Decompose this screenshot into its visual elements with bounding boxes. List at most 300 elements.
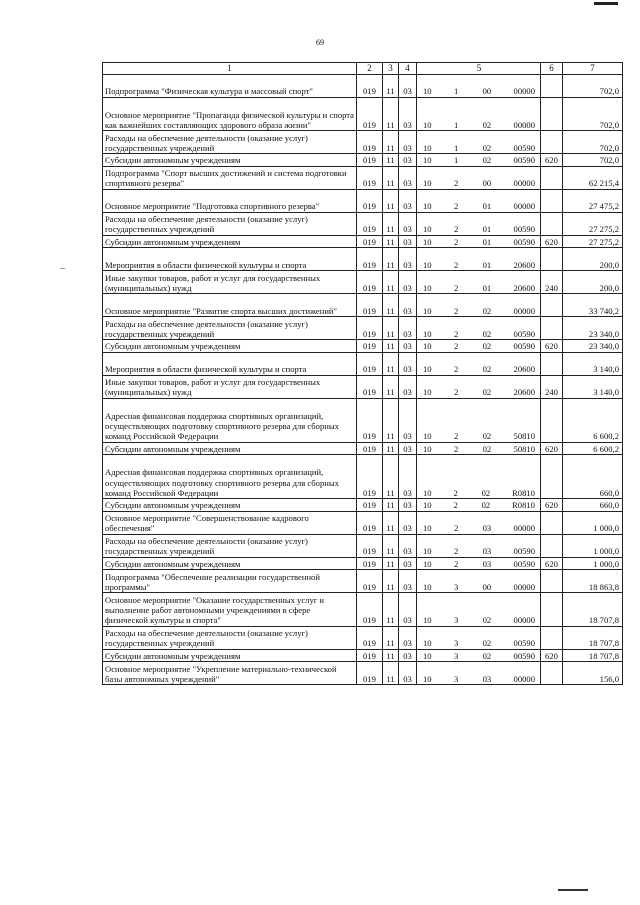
- row-name-cell: Расходы на обеспечение деятельности (оказание услуг) государственных учреждений: [103, 626, 357, 649]
- expense-type-cell: 620: [541, 649, 563, 662]
- subsection-code-cell: 03: [399, 375, 417, 398]
- target-code-cell: [417, 375, 541, 398]
- target-code-part: 00590: [513, 546, 535, 557]
- expense-type-cell: [541, 189, 563, 212]
- target-code-part: 02: [482, 615, 492, 626]
- target-code-part: 00: [482, 86, 492, 97]
- target-code-part: 00590: [513, 142, 535, 153]
- ministry-code-cell: 019: [357, 626, 383, 649]
- target-code-part: 10: [423, 364, 432, 375]
- target-code-part: 10: [423, 615, 432, 626]
- target-code-part: 2: [453, 341, 459, 352]
- target-code-part: 10: [423, 155, 432, 166]
- target-code-part: 10: [423, 86, 432, 97]
- amount-cell: 660,0: [563, 455, 623, 499]
- target-code-cell: [417, 499, 541, 512]
- target-code-part: 00000: [513, 615, 535, 626]
- target-code-part: 1: [453, 155, 459, 166]
- ministry-code-cell: 019: [357, 593, 383, 627]
- expense-type-cell: [541, 593, 563, 627]
- subsection-code-cell: 03: [399, 235, 417, 248]
- amount-cell: 702,0: [563, 97, 623, 131]
- header-cell: 4: [399, 63, 417, 75]
- row-name-cell: Основное мероприятие "Совершенствование кадрового обеспечения": [103, 511, 357, 534]
- target-code-part: 10: [423, 431, 432, 442]
- target-code-part: 10: [423, 259, 432, 270]
- ministry-code-cell: 019: [357, 131, 383, 154]
- target-code-part: 01: [482, 201, 492, 212]
- expense-type-cell: [541, 166, 563, 189]
- target-code-part: 02: [481, 487, 491, 498]
- expense-type-cell: [541, 352, 563, 375]
- target-code-part: 2: [453, 546, 459, 557]
- ministry-code-cell: 019: [357, 154, 383, 167]
- target-code-cell: [417, 557, 541, 570]
- ministry-code-cell: 019: [357, 166, 383, 189]
- table-row: [103, 511, 623, 534]
- subsection-code-cell: 03: [399, 557, 417, 570]
- target-code-part: 02: [482, 305, 492, 316]
- target-code-cell: [417, 248, 541, 271]
- expense-type-cell: [541, 248, 563, 271]
- target-code-part: 01: [482, 236, 492, 247]
- target-code-cell: [417, 340, 541, 353]
- section-code-cell: 11: [383, 97, 399, 131]
- ministry-code-cell: 019: [357, 235, 383, 248]
- header-cell-text: 5: [476, 63, 482, 73]
- target-code-part: 2: [453, 387, 459, 398]
- header-cell: 1: [103, 63, 357, 75]
- table-row: [103, 534, 623, 557]
- expense-type-cell: 240: [541, 271, 563, 294]
- target-code-part: 2: [453, 282, 459, 293]
- expense-type-cell: [541, 294, 563, 317]
- target-code-cell: [417, 662, 541, 685]
- target-code-cell: [417, 271, 541, 294]
- section-code-cell: 11: [383, 593, 399, 627]
- section-code-cell: 11: [383, 166, 399, 189]
- target-code-cell: [417, 97, 541, 131]
- section-code-cell: 11: [383, 511, 399, 534]
- target-code-part: 10: [423, 638, 432, 649]
- target-code-part: 3: [453, 673, 459, 684]
- section-code-cell: 11: [383, 442, 399, 455]
- table-row: [103, 593, 623, 627]
- target-code-cell: [417, 189, 541, 212]
- target-code-cell: [417, 352, 541, 375]
- target-code-part: 1: [453, 86, 459, 97]
- target-code-part: 00000: [513, 86, 535, 97]
- target-code-part: 2: [453, 305, 459, 316]
- expense-type-cell: [541, 212, 563, 235]
- target-code-part: R0810: [512, 500, 535, 511]
- row-name-cell: Основное мероприятие "Подготовка спортивного резерва": [103, 189, 357, 212]
- target-code-part: 10: [423, 328, 432, 339]
- target-code-cell: [417, 455, 541, 499]
- target-code-part: 2: [453, 259, 459, 270]
- expense-type-cell: [541, 398, 563, 442]
- ministry-code-cell: 019: [357, 271, 383, 294]
- target-code-part: 00590: [513, 341, 535, 352]
- section-code-cell: 11: [383, 626, 399, 649]
- ministry-code-cell: 019: [357, 499, 383, 512]
- ministry-code-cell: 019: [357, 649, 383, 662]
- table-row: [103, 271, 623, 294]
- ministry-code-cell: 019: [357, 398, 383, 442]
- section-code-cell: 11: [383, 248, 399, 271]
- amount-cell: 660,0: [563, 499, 623, 512]
- table-row: [103, 166, 623, 189]
- target-code-part: 02: [482, 119, 492, 130]
- target-code-part: 10: [423, 178, 432, 189]
- amount-cell: 1 000,0: [563, 511, 623, 534]
- table-header-row: [103, 63, 623, 75]
- subsection-code-cell: 03: [399, 593, 417, 627]
- amount-cell: 200,0: [563, 271, 623, 294]
- target-code-cell: [417, 235, 541, 248]
- target-code-part: 10: [423, 236, 432, 247]
- target-code-part: 2: [453, 523, 459, 534]
- amount-cell: 27 475,2: [563, 189, 623, 212]
- amount-cell: 200,0: [563, 248, 623, 271]
- target-code-part: 2: [453, 487, 458, 498]
- target-code-part: 50810: [513, 443, 535, 454]
- target-code-part: 10: [423, 443, 432, 454]
- subsection-code-cell: 03: [399, 166, 417, 189]
- section-code-cell: 11: [383, 317, 399, 340]
- target-code-part: 02: [482, 328, 492, 339]
- target-code-part: 00590: [513, 558, 535, 569]
- amount-cell: 1 000,0: [563, 534, 623, 557]
- expense-type-cell: [541, 662, 563, 685]
- target-code-part: 20600: [513, 259, 535, 270]
- target-code-part: 3: [453, 650, 459, 661]
- table-row: [103, 340, 623, 353]
- table-row: [103, 398, 623, 442]
- table-row: [103, 455, 623, 499]
- expense-type-cell: [541, 534, 563, 557]
- ministry-code-cell: 019: [357, 248, 383, 271]
- table-row: [103, 499, 623, 512]
- target-code-part: 10: [423, 282, 432, 293]
- row-name-cell: Расходы на обеспечение деятельности (оказание услуг) государственных учреждений: [103, 317, 357, 340]
- expense-type-cell: [541, 74, 563, 97]
- ministry-code-cell: 019: [357, 662, 383, 685]
- target-code-part: 00: [482, 178, 492, 189]
- page-number: 69: [316, 38, 324, 47]
- target-code-cell: [417, 593, 541, 627]
- section-code-cell: 11: [383, 398, 399, 442]
- row-name-cell: Субсидии автономным учреждениям: [103, 499, 357, 512]
- target-code-part: 10: [423, 650, 432, 661]
- table-row: [103, 189, 623, 212]
- row-name-cell: Мероприятия в области физической культуры и спорта: [103, 248, 357, 271]
- table-row: [103, 294, 623, 317]
- subsection-code-cell: 03: [399, 131, 417, 154]
- target-code-cell: [417, 649, 541, 662]
- table-row: [103, 649, 623, 662]
- table-row: [103, 442, 623, 455]
- section-code-cell: 11: [383, 235, 399, 248]
- target-code-cell: [417, 442, 541, 455]
- row-name-cell: Расходы на обеспечение деятельности (оказание услуг) государственных учреждений: [103, 534, 357, 557]
- expense-type-cell: [541, 97, 563, 131]
- ministry-code-cell: 019: [357, 352, 383, 375]
- target-code-part: 01: [482, 224, 492, 235]
- target-code-part: 03: [482, 558, 492, 569]
- subsection-code-cell: 03: [399, 97, 417, 131]
- target-code-part: 2: [453, 500, 458, 511]
- expense-type-cell: 620: [541, 499, 563, 512]
- section-code-cell: 11: [383, 534, 399, 557]
- row-name-cell: Субсидии автономным учреждениям: [103, 340, 357, 353]
- amount-cell: 702,0: [563, 74, 623, 97]
- target-code-part: 20600: [513, 282, 535, 293]
- target-code-cell: [417, 74, 541, 97]
- section-code-cell: 11: [383, 455, 399, 499]
- ministry-code-cell: 019: [357, 294, 383, 317]
- amount-cell: 6 600,2: [563, 442, 623, 455]
- table-row: [103, 74, 623, 97]
- table-row: [103, 248, 623, 271]
- ministry-code-cell: 019: [357, 97, 383, 131]
- target-code-part: 10: [423, 119, 432, 130]
- target-code-part: 02: [482, 431, 492, 442]
- target-code-part: 2: [453, 328, 459, 339]
- section-code-cell: 11: [383, 131, 399, 154]
- subsection-code-cell: 03: [399, 189, 417, 212]
- target-code-part: 10: [423, 673, 432, 684]
- subsection-code-cell: 03: [399, 570, 417, 593]
- row-name-cell: Основное мероприятие "Пропаганда физической культуры и спорта как важнейших составляющих здорового образа жизни": [103, 97, 357, 131]
- target-code-part: 2: [453, 178, 459, 189]
- expense-type-cell: 620: [541, 557, 563, 570]
- target-code-part: 02: [482, 650, 492, 661]
- amount-cell: 33 740,2: [563, 294, 623, 317]
- subsection-code-cell: 03: [399, 662, 417, 685]
- subsection-code-cell: 03: [399, 398, 417, 442]
- target-code-part: 00590: [513, 224, 535, 235]
- target-code-part: 10: [423, 387, 432, 398]
- ministry-code-cell: 019: [357, 534, 383, 557]
- target-code-cell: [417, 212, 541, 235]
- ministry-code-cell: 019: [357, 317, 383, 340]
- section-code-cell: 11: [383, 557, 399, 570]
- header-cell: 7: [563, 63, 623, 75]
- target-code-part: 2: [453, 364, 459, 375]
- row-name-cell: Основное мероприятие "Оказание государственных услуг и выполнение работ автономными учреждениями в сфере физической культуры и спорта": [103, 593, 357, 627]
- amount-cell: 702,0: [563, 131, 623, 154]
- expense-type-cell: 620: [541, 442, 563, 455]
- target-code-part: 01: [482, 282, 492, 293]
- target-code-part: 10: [423, 201, 432, 212]
- amount-cell: 18 707,8: [563, 649, 623, 662]
- row-name-cell: Иные закупки товаров, работ и услуг для государственных (муниципальных) нужд: [103, 271, 357, 294]
- target-code-part: 10: [423, 341, 432, 352]
- target-code-part: 1: [453, 119, 459, 130]
- target-code-part: 2: [453, 236, 459, 247]
- table-row: [103, 352, 623, 375]
- target-code-part: 1: [453, 142, 459, 153]
- subsection-code-cell: 03: [399, 271, 417, 294]
- target-code-part: 02: [481, 500, 491, 511]
- target-code-cell: [417, 626, 541, 649]
- amount-cell: 702,0: [563, 154, 623, 167]
- header-cell: [417, 63, 541, 75]
- amount-cell: 23 340,0: [563, 340, 623, 353]
- table-row: [103, 131, 623, 154]
- subsection-code-cell: 03: [399, 534, 417, 557]
- expense-type-cell: [541, 455, 563, 499]
- target-code-part: 00000: [513, 178, 535, 189]
- bottom-mark: [558, 889, 588, 891]
- target-code-part: 00590: [513, 155, 535, 166]
- section-code-cell: 11: [383, 189, 399, 212]
- amount-cell: 3 140,0: [563, 375, 623, 398]
- target-code-part: 01: [482, 259, 492, 270]
- target-code-part: 03: [482, 523, 492, 534]
- target-code-part: 02: [482, 364, 492, 375]
- table-row: [103, 212, 623, 235]
- target-code-cell: [417, 154, 541, 167]
- expense-type-cell: [541, 626, 563, 649]
- budget-table: [102, 62, 623, 685]
- expense-type-cell: [541, 131, 563, 154]
- header-cell: 2: [357, 63, 383, 75]
- table-row: [103, 317, 623, 340]
- header-cell: 3: [383, 63, 399, 75]
- target-code-part: 10: [423, 305, 432, 316]
- subsection-code-cell: 03: [399, 649, 417, 662]
- target-code-part: 10: [423, 558, 432, 569]
- target-code-cell: [417, 534, 541, 557]
- expense-type-cell: 620: [541, 154, 563, 167]
- section-code-cell: 11: [383, 74, 399, 97]
- ministry-code-cell: 019: [357, 511, 383, 534]
- amount-cell: 6 600,2: [563, 398, 623, 442]
- row-name-cell: Субсидии автономным учреждениям: [103, 154, 357, 167]
- ministry-code-cell: 019: [357, 340, 383, 353]
- target-code-part: 00590: [513, 650, 535, 661]
- row-name-cell: Подпрограмма "Физическая культура и массовый спорт": [103, 74, 357, 97]
- target-code-part: 00000: [513, 201, 535, 212]
- target-code-part: 00590: [513, 328, 535, 339]
- expense-type-cell: [541, 570, 563, 593]
- table-row: [103, 570, 623, 593]
- ministry-code-cell: 019: [357, 455, 383, 499]
- ministry-code-cell: 019: [357, 74, 383, 97]
- target-code-part: 02: [482, 341, 492, 352]
- amount-cell: 3 140,0: [563, 352, 623, 375]
- amount-cell: 27 275,2: [563, 235, 623, 248]
- subsection-code-cell: 03: [399, 499, 417, 512]
- target-code-part: 10: [423, 224, 432, 235]
- section-code-cell: 11: [383, 352, 399, 375]
- target-code-part: 10: [423, 142, 432, 153]
- section-code-cell: 11: [383, 499, 399, 512]
- target-code-part: 10: [423, 523, 432, 534]
- expense-type-cell: [541, 511, 563, 534]
- amount-cell: 62 215,4: [563, 166, 623, 189]
- row-name-cell: Субсидии автономным учреждениям: [103, 557, 357, 570]
- target-code-part: 2: [453, 431, 459, 442]
- ministry-code-cell: 019: [357, 557, 383, 570]
- table-row: [103, 154, 623, 167]
- target-code-part: 00000: [513, 673, 535, 684]
- subsection-code-cell: 03: [399, 442, 417, 455]
- subsection-code-cell: 03: [399, 294, 417, 317]
- expense-type-cell: [541, 317, 563, 340]
- section-code-cell: 11: [383, 570, 399, 593]
- target-code-part: 00590: [513, 638, 535, 649]
- amount-cell: 23 340,0: [563, 317, 623, 340]
- target-code-part: 00000: [513, 523, 535, 534]
- target-code-part: 50810: [513, 431, 535, 442]
- subsection-code-cell: 03: [399, 626, 417, 649]
- expense-type-cell: 240: [541, 375, 563, 398]
- ministry-code-cell: 019: [357, 570, 383, 593]
- subsection-code-cell: 03: [399, 74, 417, 97]
- row-name-cell: Субсидии автономным учреждениям: [103, 649, 357, 662]
- target-code-cell: [417, 131, 541, 154]
- subsection-code-cell: 03: [399, 212, 417, 235]
- target-code-part: 3: [453, 638, 459, 649]
- target-code-part: 20600: [513, 364, 535, 375]
- section-code-cell: 11: [383, 340, 399, 353]
- subsection-code-cell: 03: [399, 511, 417, 534]
- expense-type-cell: 620: [541, 235, 563, 248]
- table-row: [103, 97, 623, 131]
- target-code-cell: [417, 398, 541, 442]
- ministry-code-cell: 019: [357, 189, 383, 212]
- target-code-part: 10: [423, 487, 432, 498]
- section-code-cell: 11: [383, 662, 399, 685]
- target-code-part: 2: [453, 224, 459, 235]
- row-name-cell: Подпрограмма "Спорт высших достижений и система подготовки спортивного резерва": [103, 166, 357, 189]
- target-code-part: 2: [453, 201, 459, 212]
- target-code-part: 03: [482, 673, 492, 684]
- target-code-part: 00000: [513, 305, 535, 316]
- target-code-part: 2: [453, 443, 459, 454]
- subsection-code-cell: 03: [399, 455, 417, 499]
- target-code-part: 02: [482, 155, 492, 166]
- ministry-code-cell: 019: [357, 375, 383, 398]
- row-name-cell: Субсидии автономным учреждениям: [103, 235, 357, 248]
- subsection-code-cell: 03: [399, 352, 417, 375]
- target-code-part: 00590: [513, 236, 535, 247]
- section-code-cell: 11: [383, 649, 399, 662]
- section-code-cell: 11: [383, 294, 399, 317]
- row-name-cell: Субсидии автономным учреждениям: [103, 442, 357, 455]
- row-name-cell: Основное мероприятие "Развитие спорта высших достижений": [103, 294, 357, 317]
- amount-cell: 18 707,8: [563, 593, 623, 627]
- section-code-cell: 11: [383, 154, 399, 167]
- section-code-cell: 11: [383, 271, 399, 294]
- table-row: [103, 235, 623, 248]
- subsection-code-cell: 03: [399, 248, 417, 271]
- target-code-part: 3: [453, 581, 459, 592]
- row-name-cell: Расходы на обеспечение деятельности (оказание услуг) государственных учреждений: [103, 212, 357, 235]
- section-code-cell: 11: [383, 375, 399, 398]
- row-name-cell: Иные закупки товаров, работ и услуг для государственных (муниципальных) нужд: [103, 375, 357, 398]
- subsection-code-cell: 03: [399, 317, 417, 340]
- target-code-cell: [417, 317, 541, 340]
- amount-cell: 18 707,8: [563, 626, 623, 649]
- amount-cell: 27 275,2: [563, 212, 623, 235]
- target-code-part: 10: [423, 546, 432, 557]
- amount-cell: 18 863,8: [563, 570, 623, 593]
- target-code-cell: [417, 294, 541, 317]
